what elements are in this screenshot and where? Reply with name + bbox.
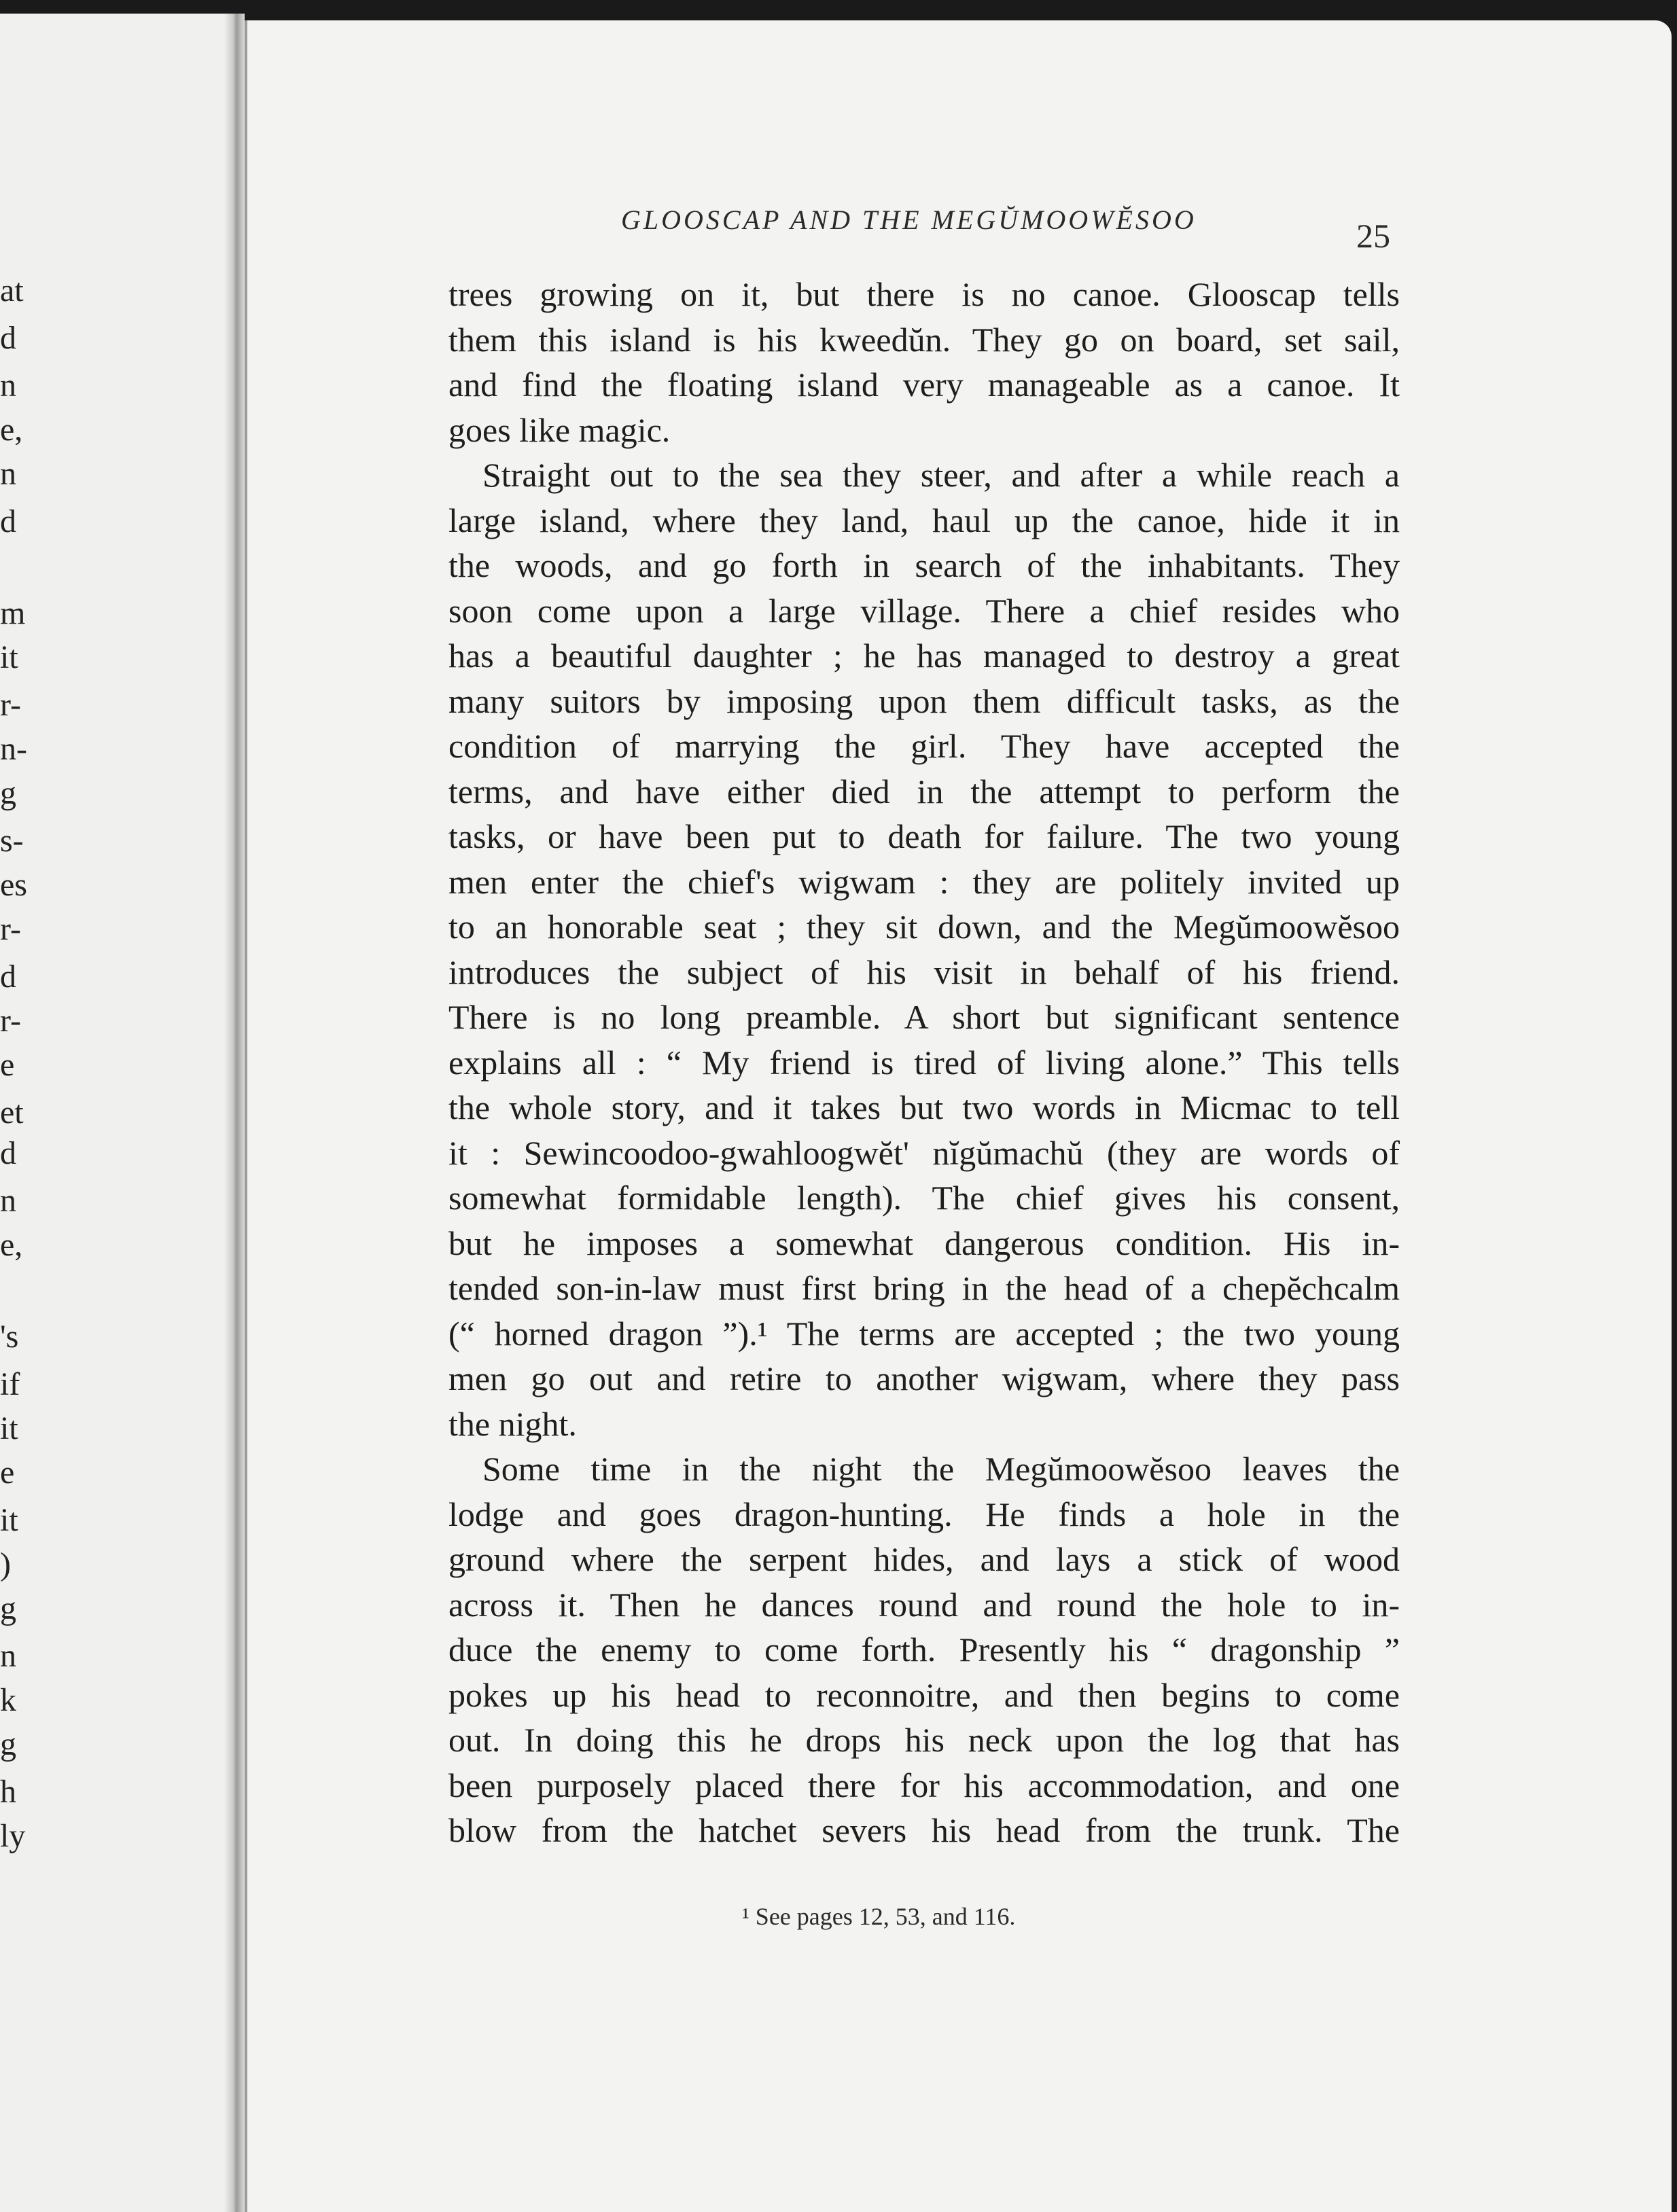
left-page-fragment: d xyxy=(0,959,16,995)
text-line: the whole story, and it takes but two words in Micmac to tell xyxy=(448,1088,1400,1126)
text-line: the woods, and go forth in search of the inhabitants. They xyxy=(448,546,1400,584)
left-page-fragment: it xyxy=(0,1502,18,1538)
text-line: terms, and have either died in the attempt to perform the xyxy=(448,772,1400,810)
text-line: introduces the subject of his visit in behalf of his friend. xyxy=(448,952,1400,991)
left-page-fragment: it xyxy=(0,639,18,675)
left-page-fragment: ) xyxy=(0,1546,11,1582)
text-line: soon come upon a large village. There a chief resides who xyxy=(448,591,1400,630)
left-page-fragment: at xyxy=(0,272,24,308)
text-line: the night. xyxy=(448,1404,577,1443)
left-page-fragment: n xyxy=(0,1183,16,1219)
left-page-fragment: e, xyxy=(0,1227,23,1263)
left-page-fragment: d xyxy=(0,1135,16,1171)
left-page-fragment: n- xyxy=(0,731,27,767)
left-page-fragment: it xyxy=(0,1410,18,1446)
text-line: (“ horned dragon ”).¹ The terms are accepted ; the two young xyxy=(448,1314,1400,1353)
page-number: 25 xyxy=(1356,217,1390,255)
left-page-fragment: e xyxy=(0,1047,15,1083)
left-page-fragment: e xyxy=(0,1455,15,1491)
left-page-fragment: n xyxy=(0,368,16,404)
text-line: Some time in the night the Megŭmoowĕsoo leaves the xyxy=(482,1450,1400,1488)
left-page-fragment: n xyxy=(0,456,16,492)
text-line: lodge and goes dragon-hunting. He finds a hole in the xyxy=(448,1495,1400,1533)
left-page-fragment: g xyxy=(0,775,16,811)
text-line: There is no long preamble. A short but significant sentence xyxy=(448,998,1400,1036)
text-line: them this island is his kweedŭn. They go on board, set sail, xyxy=(448,320,1400,359)
left-page-fragment: k xyxy=(0,1682,16,1718)
left-page-fragment: ly xyxy=(0,1818,26,1854)
book-gutter xyxy=(224,14,245,2212)
text-line: men enter the chief's wigwam : they are politely invited up xyxy=(448,862,1400,901)
left-page-fragment: r- xyxy=(0,911,22,947)
left-page-fragment: h xyxy=(0,1774,16,1810)
text-line: many suitors by imposing upon them difficult tasks, as the xyxy=(448,681,1400,720)
text-line: and find the floating island very manageable as a canoe. It xyxy=(448,365,1400,404)
text-line: blow from the hatchet severs his head from the trunk. The xyxy=(448,1811,1400,1849)
left-page-edge xyxy=(0,14,231,2212)
left-page-fragment: e, xyxy=(0,412,23,448)
left-page-fragment: 's xyxy=(0,1319,19,1355)
left-page-fragment: es xyxy=(0,867,27,903)
left-page-fragment: r- xyxy=(0,687,22,723)
left-page-fragment: et xyxy=(0,1094,24,1130)
left-page-fragment: m xyxy=(0,595,26,631)
text-line: to an honorable seat ; they sit down, and the Megŭmoowĕsoo xyxy=(448,908,1400,946)
left-page-fragment: r- xyxy=(0,1003,22,1039)
text-line: large island, where they land, haul up the canoe, hide it in xyxy=(448,501,1400,539)
left-page-fragment: s- xyxy=(0,823,24,859)
text-line: duce the enemy to come forth. Presently his “ dragonship ” xyxy=(448,1630,1400,1669)
left-page-fragment: n xyxy=(0,1638,16,1674)
text-line: across it. Then he dances round and round the hole to in- xyxy=(448,1585,1400,1624)
left-page-fragment: if xyxy=(0,1366,20,1402)
left-page-fragment: d xyxy=(0,320,16,356)
text-line: it : Sewincoodoo-gwahloogwĕt' nĭgŭmachŭ (they are words of xyxy=(448,1133,1400,1172)
text-line: pokes up his head to reconnoitre, and then begins to come xyxy=(448,1675,1400,1714)
left-page-fragment: d xyxy=(0,503,16,539)
body-text xyxy=(448,272,1400,1853)
left-page-fragment: g xyxy=(0,1726,16,1762)
text-line: men go out and retire to another wigwam, where they pass xyxy=(448,1359,1400,1397)
text-line: been purposely placed there for his accommodation, and one xyxy=(448,1766,1400,1804)
text-line: goes like magic. xyxy=(448,410,671,449)
text-line: somewhat formidable length). The chief gives his consent, xyxy=(448,1179,1400,1217)
text-line: tended son-in-law must first bring in the head of a chepĕchcalm xyxy=(448,1269,1400,1307)
text-line: but he imposes a somewhat dangerous condition. His in- xyxy=(448,1224,1400,1262)
text-line: condition of marrying the girl. They have accepted the xyxy=(448,727,1400,765)
left-page-fragment: g xyxy=(0,1590,16,1626)
text-line: tasks, or have been put to death for failure. The two young xyxy=(448,817,1400,855)
text-line: explains all : “ My friend is tired of living alone.” This tells xyxy=(448,1043,1400,1082)
text-line: out. In doing this he drops his neck upon the log that has xyxy=(448,1721,1400,1759)
running-head: GLOOSCAP AND THE MEGŬMOOWĔSOO xyxy=(621,204,1197,235)
text-line: Straight out to the sea they steer, and after a while reach a xyxy=(482,456,1400,494)
footnote: ¹ See pages 12, 53, and 116. xyxy=(742,1903,1016,1930)
text-line: has a beautiful daughter ; he has managed to destroy a great xyxy=(448,637,1400,675)
text-line: ground where the serpent hides, and lays a stick of wood xyxy=(448,1540,1400,1578)
text-line: trees growing on it, but there is no canoe. Glooscap tells xyxy=(448,275,1400,313)
